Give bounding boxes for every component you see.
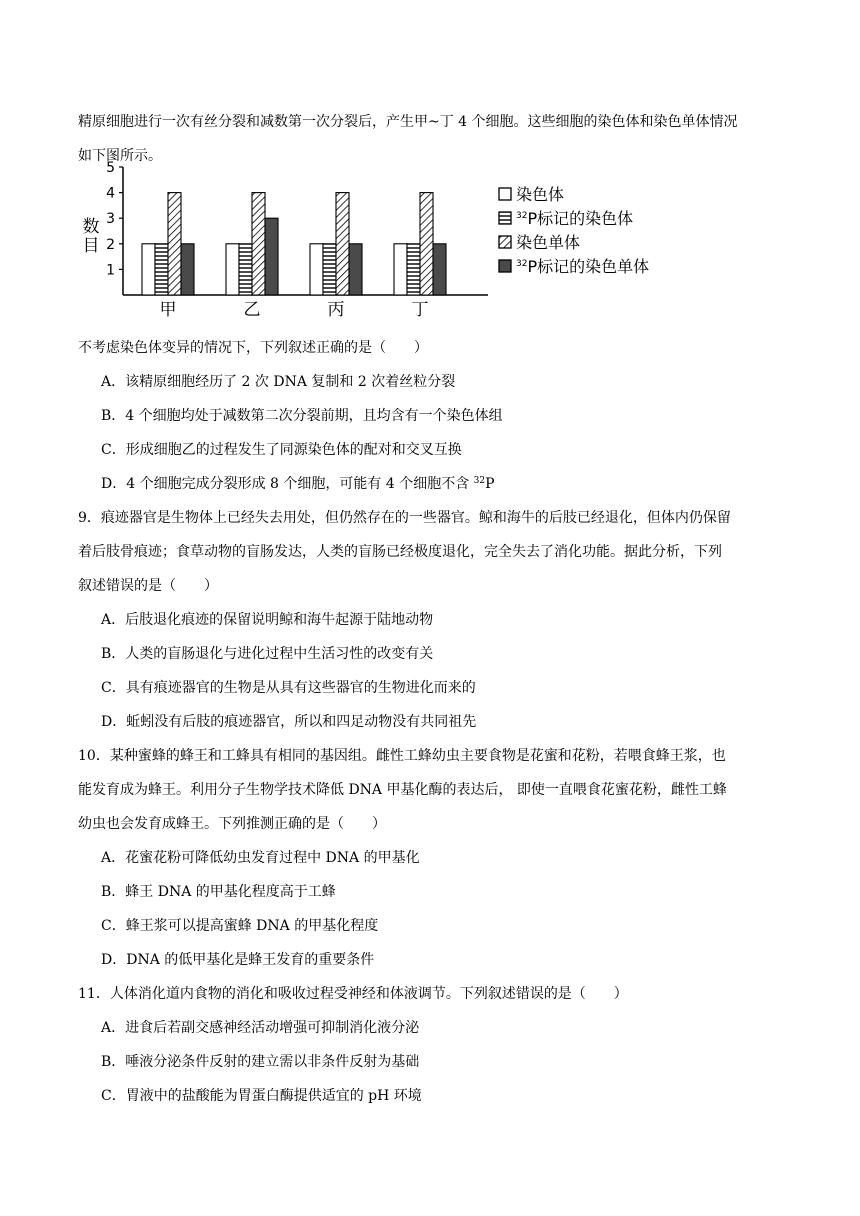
q11-option-c: C．胃液中的盐酸能为胃蛋白酶提供适宜的 pH 环境 bbox=[101, 1088, 422, 1104]
legend-label bbox=[516, 257, 649, 276]
q10-stem-line-3: 幼虫也会发育成蜂王。下列推测正确的是（ ） bbox=[78, 816, 386, 832]
q9-stem-line-1: 9．痕迹器官是生物体上已经失去用处，但仍然存在的一些器官。鲸和海牛的后肢已经退化，但体内仍保留 bbox=[78, 510, 731, 526]
bar-乙-2 bbox=[252, 193, 265, 295]
q10-stem-line-1: 10．某种蜜蜂的蜂王和工蜂具有相同的基因组。雌性工蜂幼虫主要食物是花蜜和花粉，若喂食蜂王浆，也 bbox=[78, 748, 726, 764]
bar-chart bbox=[78, 160, 698, 326]
bar-丙-2 bbox=[336, 193, 349, 295]
y-tick-label: 5 bbox=[106, 160, 115, 176]
y-tick-label: 1 bbox=[106, 262, 115, 279]
q8-option-c: C．形成细胞乙的过程发生了同源染色体的配对和交叉互换 bbox=[101, 442, 462, 458]
bars-group bbox=[142, 193, 446, 295]
bar-丁-3 bbox=[433, 244, 446, 295]
y-tick-label: 4 bbox=[106, 185, 115, 202]
q8-option-d bbox=[101, 474, 495, 494]
bar-丙-1 bbox=[323, 244, 336, 295]
intro-line-2: 如下图所示。 bbox=[78, 148, 162, 164]
bar-乙-0 bbox=[226, 244, 239, 295]
legend-swatch bbox=[499, 188, 511, 200]
legend-swatch bbox=[499, 212, 511, 224]
x-tick-label: 乙 bbox=[243, 300, 261, 320]
q8-stem: 不考虑染色体变异的情况下，下列叙述正确的是（ ） bbox=[78, 340, 428, 356]
q11-option-b: B．唾液分泌条件反射的建立需以非条件反射为基础 bbox=[101, 1054, 420, 1070]
q8-option-d-sup: 32 bbox=[473, 476, 486, 486]
q11-option-a: A．进食后若副交感神经活动增强可抑制消化液分泌 bbox=[101, 1020, 420, 1036]
bar-丁-2 bbox=[420, 193, 433, 295]
q9-stem-line-2: 着后肢骨痕迹；食草动物的盲肠发达，人类的盲肠已经极度退化，完全失去了消化功能。据此分析，下列 bbox=[78, 544, 722, 560]
q10-option-a: A．花蜜花粉可降低幼虫发育过程中 DNA 的甲基化 bbox=[101, 850, 420, 866]
q10-option-d: D．DNA 的低甲基化是蜂王发育的重要条件 bbox=[101, 952, 375, 968]
bar-乙-3 bbox=[265, 218, 278, 295]
legend-label bbox=[516, 209, 633, 228]
q9-option-b: B．人类的盲肠退化与进化过程中生活习性的改变有关 bbox=[101, 646, 434, 662]
q10-stem-line-2: 能发育成为蜂王。利用分子生物学技术降低 DNA 甲基化酶的表达后， 即使一直喂食花蜜花粉，雌性工蜂 bbox=[78, 782, 727, 798]
bar-甲-0 bbox=[142, 244, 155, 295]
q11-stem: 11．人体消化道内食物的消化和吸收过程受神经和体液调节。下列叙述错误的是（ ） bbox=[78, 986, 628, 1002]
q8-option-d-text: D．4 个细胞完成分裂形成 8 个细胞，可能有 4 个细胞不含 bbox=[101, 476, 474, 492]
y-tick-label: 3 bbox=[106, 211, 115, 228]
q9-option-d: D．蚯蚓没有后肢的痕迹器官，所以和四足动物没有共同祖先 bbox=[101, 714, 477, 730]
x-tick-label: 丙 bbox=[327, 300, 345, 320]
legend-label-text: P标记的染色体 bbox=[527, 209, 634, 228]
q9-option-c: C．具有痕迹器官的生物是从具有这些器官的生物进化而来的 bbox=[101, 680, 476, 696]
q8-option-b: B．4 个细胞均处于减数第二次分裂前期，且均含有一个染色体组 bbox=[101, 408, 503, 424]
legend-label-sup: 32 bbox=[516, 211, 528, 221]
legend-swatch bbox=[499, 236, 511, 248]
bar-甲-1 bbox=[155, 244, 168, 295]
bar-丙-0 bbox=[310, 244, 323, 295]
q8-option-a: A．该精原细胞经历了 2 次 DNA 复制和 2 次着丝粒分裂 bbox=[101, 374, 456, 390]
x-axis-labels bbox=[160, 300, 429, 320]
x-tick-label: 丁 bbox=[411, 300, 429, 320]
bar-丁-0 bbox=[394, 244, 407, 295]
x-tick-label: 甲 bbox=[159, 300, 177, 320]
legend-label: 染色体 bbox=[516, 185, 565, 204]
legend bbox=[499, 185, 649, 276]
legend-label-text: P标记的染色单体 bbox=[527, 257, 650, 276]
bar-乙-1 bbox=[239, 244, 252, 295]
legend-label-sup: 32 bbox=[516, 259, 528, 269]
q9-option-a: A．后肢退化痕迹的保留说明鲸和海牛起源于陆地动物 bbox=[101, 612, 434, 628]
bar-丁-1 bbox=[407, 244, 420, 295]
q9-stem-line-3: 叙述错误的是（ ） bbox=[78, 578, 218, 594]
y-axis-label-char-1: 数 bbox=[82, 217, 100, 237]
q10-option-b: B．蜂王 DNA 的甲基化程度高于工蜂 bbox=[101, 884, 336, 900]
q10-option-c: C．蜂王浆可以提高蜜蜂 DNA 的甲基化程度 bbox=[101, 918, 379, 934]
bar-丙-3 bbox=[349, 244, 362, 295]
q8-option-d-tail: P bbox=[485, 476, 495, 492]
legend-swatch bbox=[499, 260, 511, 272]
legend-label: 染色单体 bbox=[516, 233, 581, 252]
y-axis-label-char-2: 目 bbox=[82, 236, 100, 256]
intro-line-1: 精原细胞进行一次有丝分裂和减数第一次分裂后，产生甲~丁 4 个细胞。这些细胞的染色体和染色单体情况 bbox=[78, 114, 738, 130]
y-tick-label: 2 bbox=[106, 236, 115, 253]
bar-甲-2 bbox=[168, 193, 181, 295]
bar-甲-3 bbox=[181, 244, 194, 295]
